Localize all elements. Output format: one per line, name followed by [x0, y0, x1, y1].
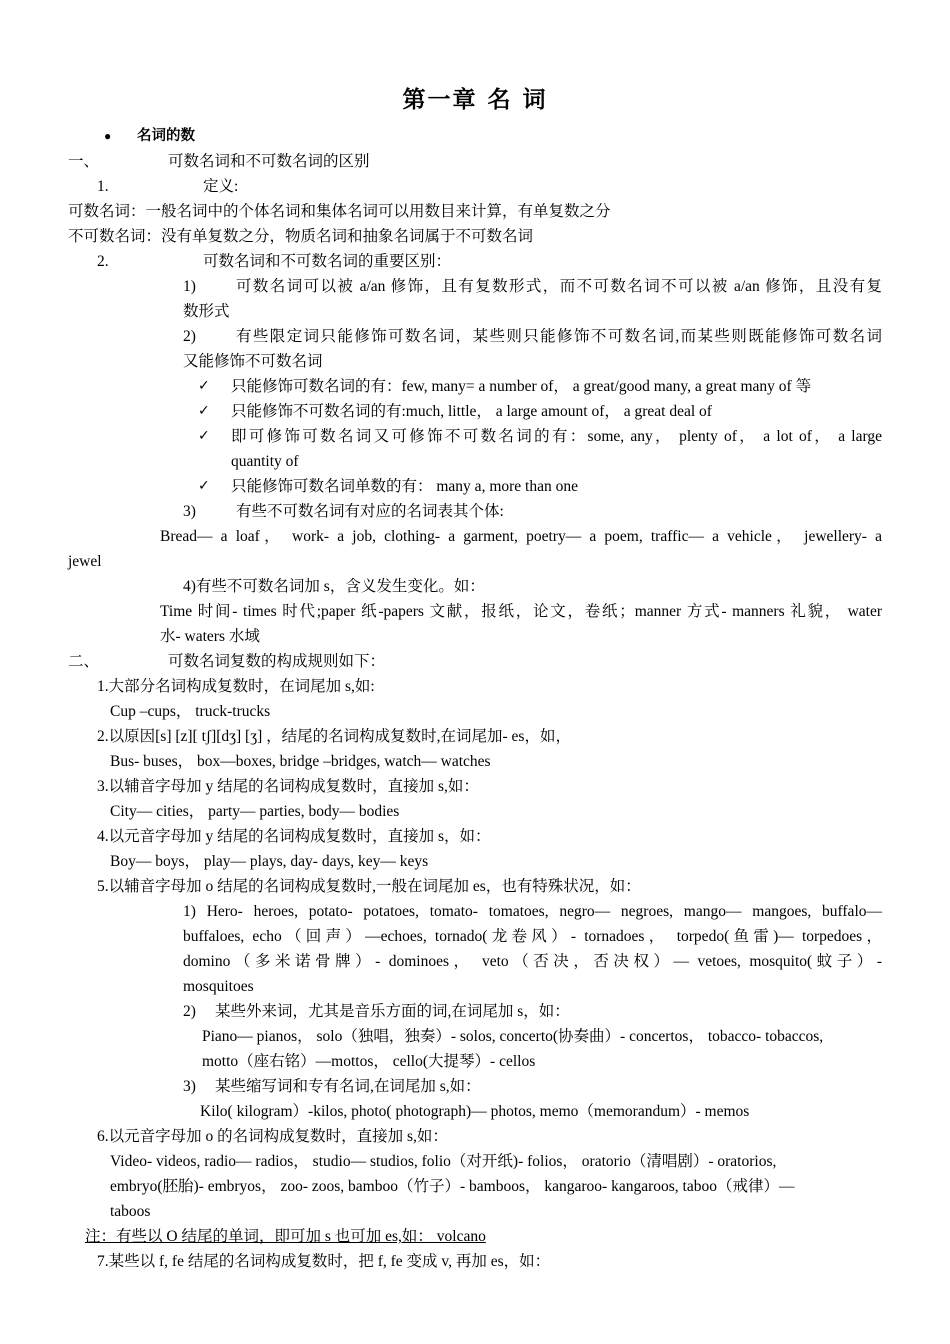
- note: 注：有些以 O 结尾的单词，即可加 s 也可加 es,如： volcano: [85, 1228, 486, 1245]
- bullet-icon: ●: [104, 129, 112, 143]
- rule3: 3.以辅音字母加 y 结尾的名词构成复数时，直接加 s,如：: [97, 778, 479, 795]
- part1-heading: 可数名词和不可数名词的区别: [168, 153, 370, 170]
- diff3-example-line1: Bread— a loaf， work- a job, clothing- a garment, poetry— a poem, traffic— a vehicle， jewellery- a: [160, 528, 882, 545]
- rule5-sub3-text: 某些缩写词和专有名词,在词尾加 s,如：: [215, 1078, 481, 1095]
- diff2-line2: 又能修饰不可数名词: [183, 353, 323, 370]
- diff3-text: 有些不可数名词有对应的名词表其个体:: [236, 503, 504, 520]
- check-icon: ✓: [198, 478, 210, 494]
- chapter-title: 第一章 名 词: [402, 87, 548, 113]
- rule5-sub1-line4: mosquitoes: [183, 978, 254, 995]
- diff2-line1: 有些限定词只能修饰可数名词，某些则只能修饰不可数名词,而某些则既能修饰可数名词: [236, 328, 882, 345]
- rule2-example: Bus- buses， box—boxes, bridge –bridges, watch— watches: [110, 753, 491, 770]
- check-both-line1: 即可修饰可数名词又可修饰不可数名词的有：some, any， plenty of， a lot of， a large: [231, 428, 883, 445]
- section-heading: 名词的数: [137, 128, 195, 144]
- diff1-line1: 可数名词可以被 a/an 修饰，且有复数形式，而不可数名词不可以被 a/an 修饰，且没有复: [236, 278, 882, 295]
- diff2-number: 2): [183, 328, 196, 345]
- part2-number: 二、: [68, 653, 100, 670]
- diff1-line2: 数形式: [183, 303, 230, 320]
- rule4-example: Boy— boys， play— plays, day- days, key— keys: [110, 853, 429, 870]
- rule5-sub2-example-line1: Piano— pianos， solo（独唱，独奏）- solos, concerto(协奏曲）- concertos， tobacco- tobaccos,: [202, 1028, 824, 1045]
- rule7: 7.某些以 f, fe 结尾的名词构成复数时，把 f, fe 变成 v, 再加 es，如：: [97, 1253, 551, 1270]
- part1-number: 一、: [68, 153, 100, 170]
- rule3-example: City— cities， party— parties, body— bodies: [110, 803, 400, 820]
- check-uncountable-only: 只能修饰不可数名词的有:much, little， a large amount of， a great deal of: [231, 403, 712, 420]
- rule4: 4.以元音字母加 y 结尾的名词构成复数时，直接加 s，如：: [97, 828, 491, 845]
- part2-heading: 可数名词复数的构成规则如下：: [168, 653, 386, 670]
- rule5: 5.以辅音字母加 o 结尾的名词构成复数时,一般在词尾加 es，也有特殊状况，如：: [97, 878, 641, 895]
- item2-number: 2.: [97, 253, 109, 270]
- diff4-example-line1: Time 时间- times 时代;paper 纸-papers 文献，报纸，论文，卷纸；manner 方式- manners 礼貌， water: [160, 603, 882, 620]
- rule5-sub2-text: 某些外来词，尤其是音乐方面的词,在词尾加 s，如：: [215, 1003, 570, 1020]
- item1-label: 定义:: [203, 178, 239, 195]
- item2-label: 可数名词和不可数名词的重要区别：: [203, 253, 452, 270]
- check-countable-only: 只能修饰可数名词的有：few, many= a number of， a great/good many, a great many of 等: [231, 378, 812, 395]
- diff3-number: 3): [183, 503, 196, 520]
- rule6: 6.以元音字母加 o 的名词构成复数时，直接加 s,如：: [97, 1128, 448, 1145]
- check-both-line2: quantity of: [231, 453, 299, 470]
- rule5-sub1-line1: 1) Hero- heroes, potato- potatoes, tomato- tomatoes, negro— negroes, mango— mangoes, buffalo—: [183, 903, 882, 920]
- rule2: 2.以原因[s] [z][ tʃ][dʒ] [ʒ] ，结尾的名词构成复数时,在词尾加- es，如，: [97, 728, 571, 745]
- diff4-example-line2: 水- waters 水域: [160, 628, 260, 645]
- rule6-example-line1: Video- videos, radio— radios， studio— studios, folio（对开纸)- folios， oratorio（清唱剧）- oratorios,: [110, 1153, 777, 1170]
- rule5-sub3-number: 3): [183, 1078, 196, 1095]
- check-singular-only: 只能修饰可数名词单数的有： many a, more than one: [231, 478, 578, 495]
- item1-number: 1.: [97, 178, 109, 195]
- rule5-sub1-line2: buffaloes, echo（回声）—echoes, tornado(龙卷风）- tornadoes， torpedo(鱼雷)— torpedoes，: [183, 928, 882, 945]
- rule6-example-line2: embryo(胚胎)- embryos， zoo- zoos, bamboo（竹子）- bamboos， kangaroo- kangaroos, taboo（戒律）—: [110, 1178, 795, 1195]
- check-icon: ✓: [198, 428, 210, 444]
- rule6-example-line3: taboos: [110, 1203, 151, 1220]
- diff4-text: 4)有些不可数名词加 s，含义发生变化。如：: [183, 578, 485, 595]
- check-icon: ✓: [198, 403, 210, 419]
- diff3-example-line2: jewel: [68, 553, 102, 570]
- diff1-number: 1): [183, 278, 196, 295]
- rule5-sub3-example: Kilo( kilogram）-kilos, photo( photograph)— photos, memo（memorandum）- memos: [200, 1103, 750, 1120]
- rule5-sub2-example-line2: motto（座右铭）—mottos， cello(大提琴）- cellos: [202, 1053, 536, 1070]
- def-uncountable: 不可数名词：没有单复数之分，物质名词和抽象名词属于不可数名词: [68, 228, 534, 245]
- rule5-sub2-number: 2): [183, 1003, 196, 1020]
- rule1-example: Cup –cups， truck-trucks: [110, 703, 271, 720]
- check-icon: ✓: [198, 378, 210, 394]
- rule5-sub1-line3: domino（多米诺骨牌）- dominoes， veto（否决，否决权）— vetoes, mosquito(蚊子）-: [183, 953, 882, 970]
- def-countable: 可数名词：一般名词中的个体名词和集体名词可以用数目来计算，有单复数之分: [68, 203, 611, 220]
- rule1: 1.大部分名词构成复数时，在词尾加 s,如:: [97, 678, 375, 695]
